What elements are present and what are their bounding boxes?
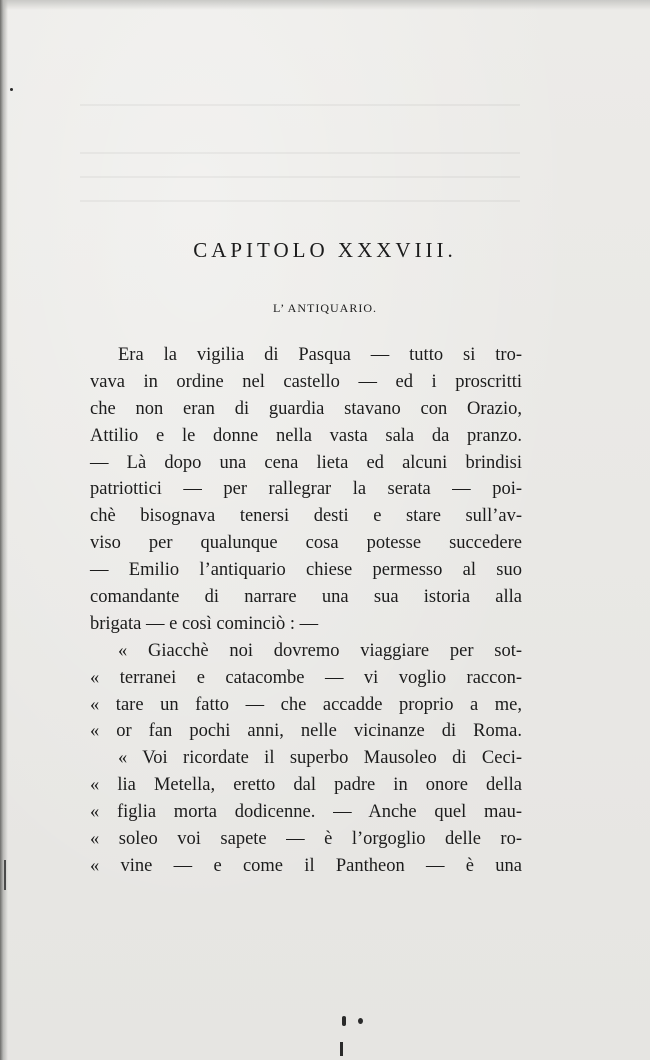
text-line: « lia Metella, eretto dal padre in onore della xyxy=(90,775,522,796)
text-line: patriottici — per rallegrar la serata — poi- xyxy=(90,479,522,500)
body-text xyxy=(90,342,522,880)
text-line: — Là dopo una cena lieta ed alcuni brindisi xyxy=(90,452,522,473)
chapter-title: CAPITOLO XXXVIII. xyxy=(193,238,457,262)
text-line: chè bisognava tenersi desti e stare sull’av- xyxy=(90,506,522,527)
text-line: « or fan pochi anni, nelle vicinanze di Roma. xyxy=(90,721,522,742)
page-speck xyxy=(340,1042,343,1056)
bleed-through-text xyxy=(80,200,520,202)
page-speck xyxy=(10,88,13,91)
text-line: comandante di narrare una sua istoria alla xyxy=(90,587,522,608)
text-line: viso per qualunque cosa potesse succedere xyxy=(90,533,522,554)
page-speck xyxy=(4,860,6,890)
text-line: « terranei e catacombe — vi voglio raccon- xyxy=(90,667,522,688)
text-line: « figlia morta dodicenne. — Anche quel mau- xyxy=(90,802,522,823)
text-line: — Emilio l’antiquario chiese permesso al suo xyxy=(90,560,522,581)
text-line: Attilio e le donne nella vasta sala da pranzo. xyxy=(90,425,522,446)
chapter-subtitle: L’ ANTIQUARIO. xyxy=(273,301,377,315)
text-line: che non eran di guardia stavano con Orazio, xyxy=(90,398,522,419)
text-line: « soleo voi sapete — è l’orgoglio delle ro- xyxy=(90,829,522,850)
text-line: « tare un fatto — che accadde proprio a me, xyxy=(90,694,522,715)
text-line: « Giacchè noi dovremo viaggiare per sot- xyxy=(118,640,522,661)
text-line: brigata — e così cominciò : — xyxy=(90,613,319,634)
bleed-through-text xyxy=(80,152,520,154)
text-line: « Voi ricordate il superbo Mausoleo di Ceci- xyxy=(118,748,522,769)
text-line: vava in ordine nel castello — ed i proscritti xyxy=(90,371,522,392)
bleed-through-text xyxy=(80,176,520,178)
bleed-through-text xyxy=(80,104,520,106)
page-speck xyxy=(358,1018,363,1024)
text-line: « vine — e come il Pantheon — è una xyxy=(90,855,522,876)
page-top-edge xyxy=(0,0,650,10)
text-line: Era la vigilia di Pasqua — tutto si tro- xyxy=(118,345,522,365)
page-speck xyxy=(342,1016,346,1026)
page-binding-edge xyxy=(0,0,8,1060)
